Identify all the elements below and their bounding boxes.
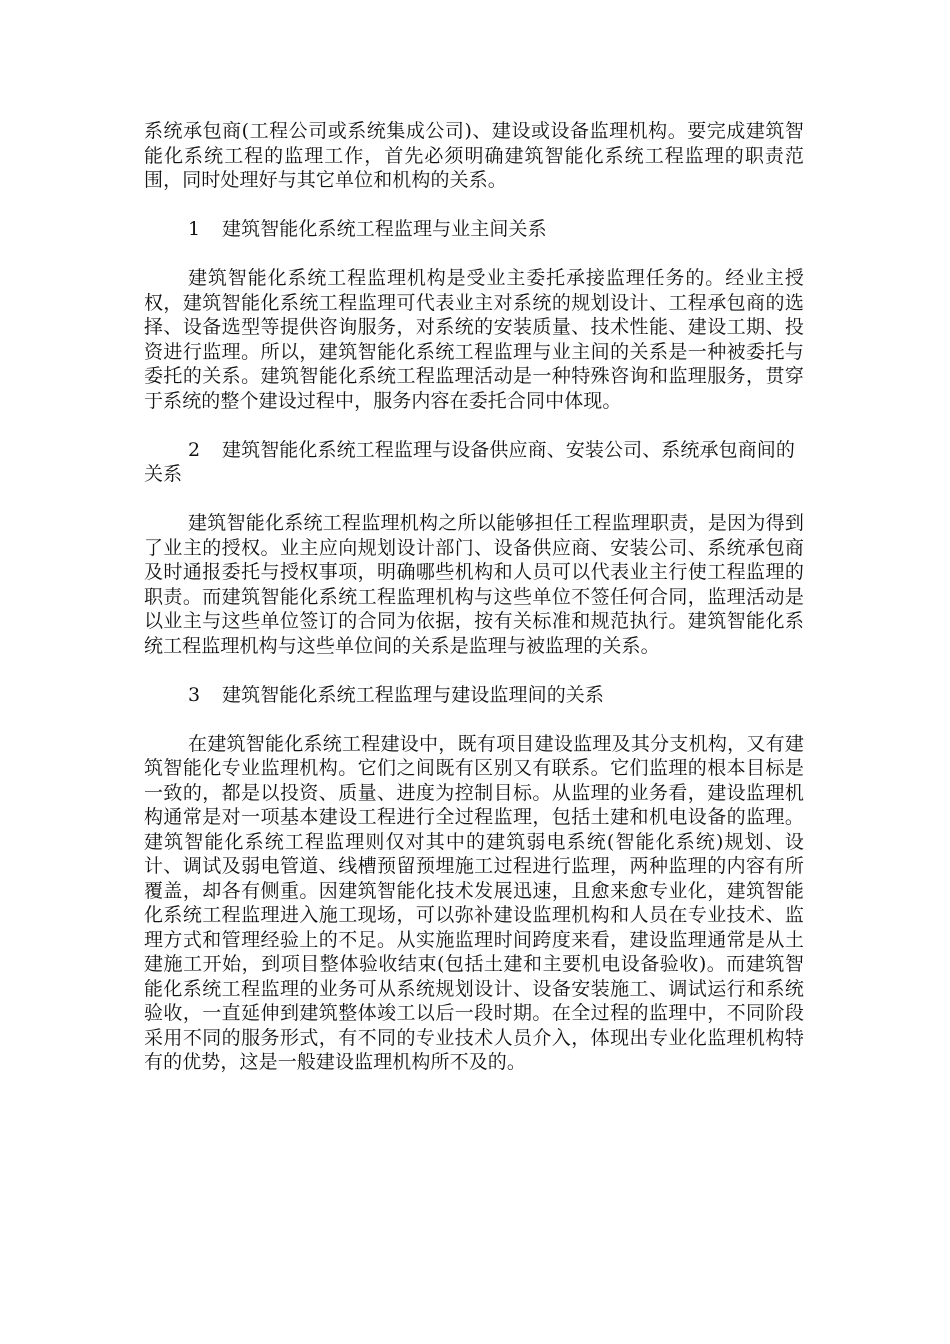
- section-title: 建筑智能化系统工程监理与业主间关系: [222, 218, 547, 240]
- section-number: 1: [188, 218, 201, 240]
- section-title: 建筑智能化系统工程监理与建设监理间的关系: [222, 683, 605, 706]
- section-number: 3: [188, 683, 201, 706]
- document-page: [144, 119, 804, 1099]
- section-body-2: 建筑智能化系统工程监理机构之所以能够担任工程监理职责，是因为得到了业主的授权。业主应向规划设计部门、设备供应商、安装公司、系统承包商及时通报委托与授权事项，明确哪些机构和人员可以代表业主行使工程监理的职责。而建筑智能化系统工程监理机构与这些单位不签任何合同，监理活动是以业主与这些单位签订的合同为依据，按有关标准和规范执行。建筑智能化系统工程监理机构与这些单位间的关系是监理与被监理的关系。: [144, 512, 804, 657]
- section-body-3: 在建筑智能化系统工程建设中，既有项目建设监理及其分支机构，又有建筑智能化专业监理机构。它们之间既有区别又有联系。它们监理的根本目标是一致的，都是以投资、质量、进度为控制目标。从监理的业务看，建设监理机构通常是对一项基本建设工程进行全过程监理，包括土建和机电设备的监理。建筑智能化系统工程监理则仅对其中的建筑弱电系统(智能化系统)规划、设计、调试及弱电管道、线槽预留预埋施工过程进行监理，两种监理的内容有所覆盖，却各有侧重。因建筑智能化技术发展迅速，且愈来愈专业化，建筑智能化系统工程监理进入施工现场，可以弥补建设监理机构和人员在专业技术、监理方式和管理经验上的不足。从实施监理时间跨度来看，建设监理通常是从土建施工开始，到项目整体验收结束(包括土建和主要机电设备验收)。而建筑智能化系统工程监理的业务可从系统规划设计、设备安装施工、调试运行和系统验收，一直延伸到建筑整体竣工以后一段时期。在全过程的监理中，不同阶段采用不同的服务形式，有不同的专业技术人员介入，体现出专业化监理机构特有的优势，这是一般建设监理机构所不及的。: [144, 732, 804, 1073]
- section-heading-1: [144, 217, 804, 242]
- intro-paragraph: 系统承包商(工程公司或系统集成公司)、建设或设备监理机构。要完成建筑智能化系统工程的监理工作，首先必须明确建筑智能化系统工程监理的职责范围，同时处理好与其它单位和机构的关系。: [144, 120, 804, 191]
- section-body-1: 建筑智能化系统工程监理机构是受业主委托承接监理任务的。经业主授权，建筑智能化系统工程监理可代表业主对系统的规划设计、工程承包商的选择、设备选型等提供咨询服务，对系统的安装质量、技术性能、建设工期、投资进行监理。所以，建筑智能化系统工程监理与业主间的关系是一种被委托与委托的关系。建筑智能化系统工程监理活动是一种特殊咨询和监理服务，贯穿于系统的整个建设过程中，服务内容在委托合同中体现。: [144, 267, 804, 412]
- section-heading-2: [144, 438, 804, 487]
- section-number: 2: [188, 438, 201, 461]
- section-title: 建筑智能化系统工程监理与设备供应商、安装公司、系统承包商间的关系: [144, 438, 796, 485]
- section-heading-3: [144, 683, 804, 708]
